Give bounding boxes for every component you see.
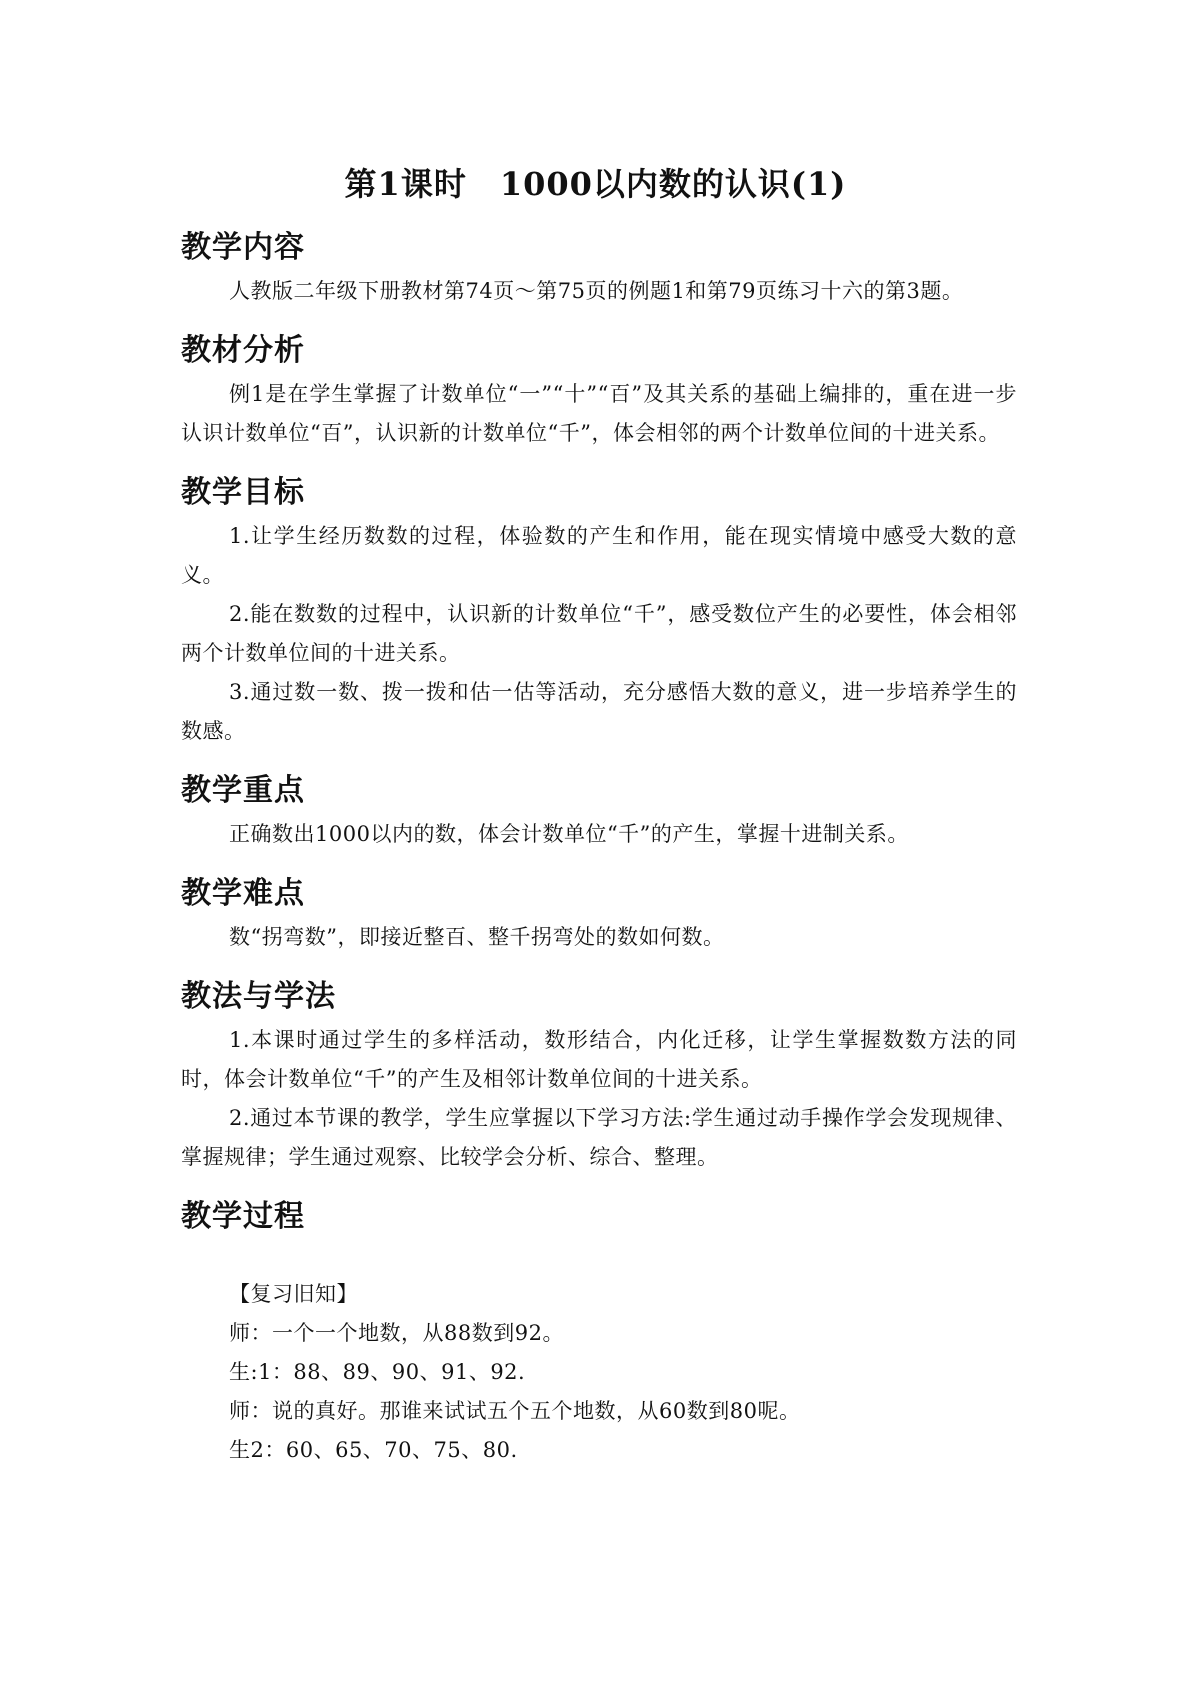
section-heading: 教学内容 [181,230,305,265]
section-heading: 教学重点 [181,773,305,808]
paragraph: 数“拐弯数”，即接近整百、整千拐弯处的数如何数。 [229,925,725,949]
process-line: 师：一个一个地数，从88数到92。 [229,1321,564,1345]
section-teaching-process [181,1197,1017,1470]
paragraph: 3.通过数一数、拨一拨和估一估等活动，充分感悟大数的意义，进一步培养学生的数感。 [181,680,1017,743]
process-line: 【复习旧知】 [229,1282,358,1306]
section-difficulties [181,874,1017,957]
section-key-points [181,771,1017,854]
section-heading: 教法与学法 [181,979,336,1014]
process-dialogue [181,1275,1017,1470]
document-body [181,228,1017,1470]
section-material-analysis [181,331,1017,453]
paragraph: 正确数出1000以内的数，体会计数单位“千”的产生，掌握十进制关系。 [229,822,909,846]
document-title: 第1课时 1000以内数的认识(1) [344,165,847,203]
paragraph: 1.让学生经历数数的过程，体验数的产生和作用，能在现实情境中感受大数的意义。 [181,524,1017,587]
paragraph: 2.能在数数的过程中，认识新的计数单位“千”，感受数位产生的必要性，体会相邻两个计数单位间的十进关系。 [181,602,1017,665]
section-teaching-content [181,228,1017,311]
paragraph: 2.通过本节课的教学，学生应掌握以下学习方法:学生通过动手操作学会发现规律、掌握规律；学生通过观察、比较学会分析、综合、整理。 [181,1106,1017,1169]
section-heading: 教学目标 [181,475,305,510]
process-line: 生2：60、65、70、75、80. [229,1438,518,1462]
section-heading: 教学难点 [181,876,305,911]
process-line: 生:1：88、89、90、91、92. [229,1360,526,1384]
process-line: 师：说的真好。那谁来试试五个五个地数，从60数到80呢。 [229,1399,801,1423]
paragraph: 人教版二年级下册教材第74页～第75页的例题1和第79页练习十六的第3题。 [229,279,964,303]
section-teaching-goals [181,473,1017,751]
paragraph: 例1是在学生掌握了计数单位“一”“十”“百”及其关系的基础上编排的，重在进一步认识计数单位“百”，认识新的计数单位“千”，体会相邻的两个计数单位间的十进关系。 [181,382,1017,445]
section-heading: 教材分析 [181,333,305,368]
paragraph: 1.本课时通过学生的多样活动，数形结合，内化迁移，让学生掌握数数方法的同时，体会计数单位“千”的产生及相邻计数单位间的十进关系。 [181,1028,1017,1091]
section-heading: 教学过程 [181,1199,305,1234]
section-methods [181,977,1017,1177]
